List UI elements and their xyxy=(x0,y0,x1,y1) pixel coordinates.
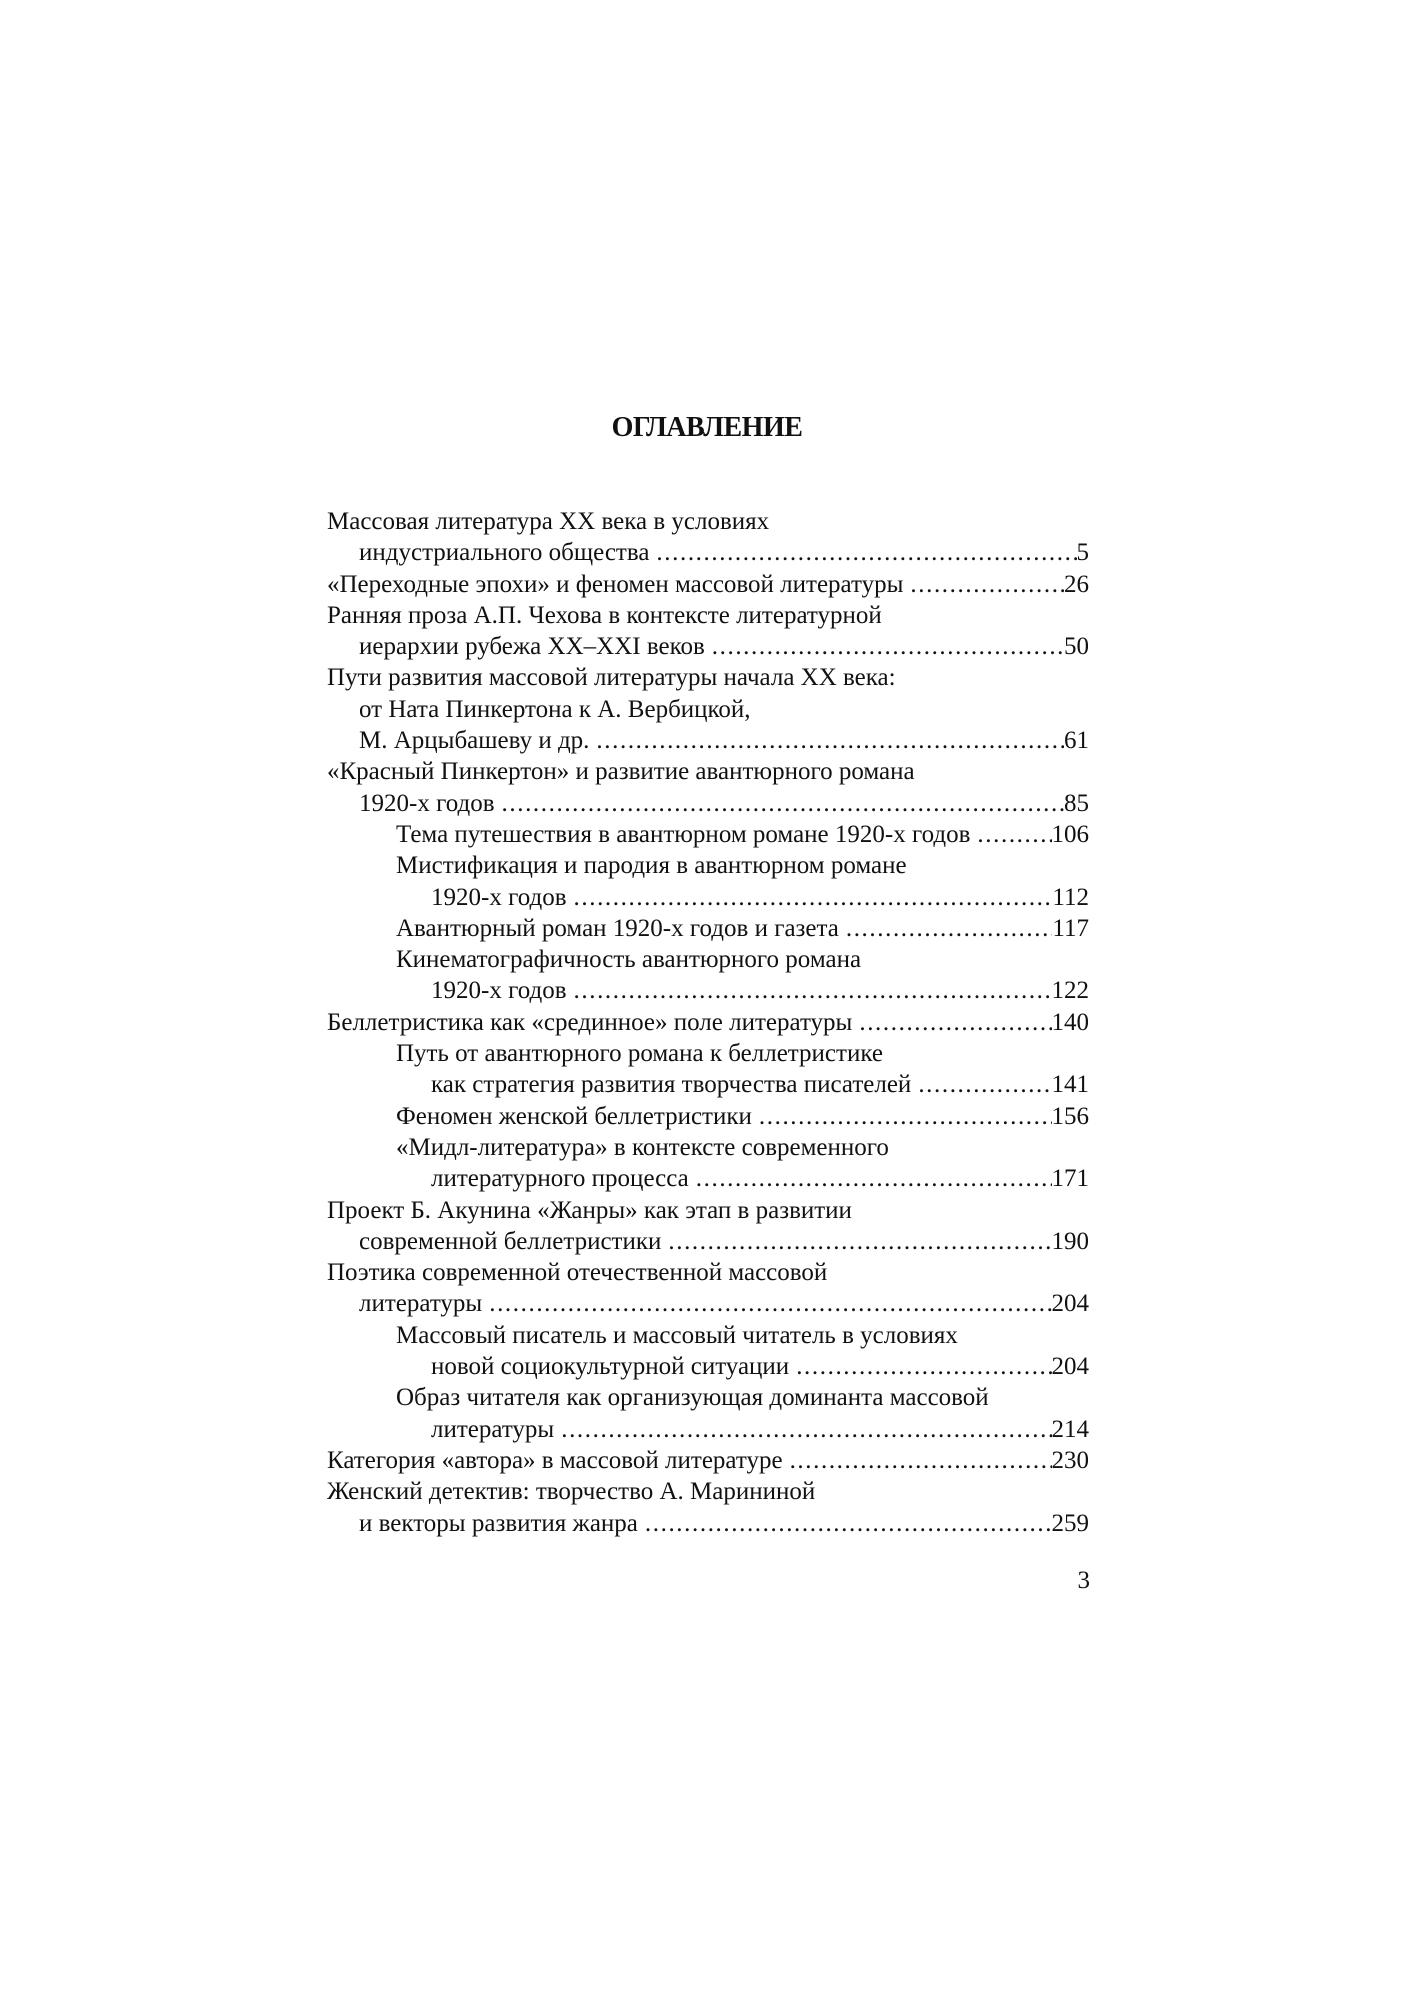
toc-entry xyxy=(327,1476,1089,1539)
toc-entry-title: Феномен женской беллетристики xyxy=(396,1102,752,1130)
toc-entry xyxy=(327,1445,1089,1476)
dot-leader xyxy=(970,819,1051,850)
toc-entry-title: Беллетристика как «срединное» поле литературы xyxy=(327,1008,853,1036)
dot-leader xyxy=(589,725,1064,756)
dot-leader xyxy=(705,631,1064,662)
toc-entry-title: 1920-х годов xyxy=(431,977,567,1005)
toc-entry-title-line: «Красный Пинкертон» и развитие авантюрного романа xyxy=(327,758,915,786)
dot-leader xyxy=(911,1069,1051,1100)
toc-entry-title-line: от Ната Пинкертона к А. Вербицкой, xyxy=(359,695,751,723)
toc-entry xyxy=(327,569,1089,600)
toc-page-number: 140 xyxy=(1051,1008,1089,1036)
dot-leader xyxy=(638,1508,1052,1539)
toc-page-number: 85 xyxy=(1064,789,1089,817)
toc-entry xyxy=(327,1382,1089,1445)
toc-entry xyxy=(327,506,1089,569)
toc-entry-title-line: Женский детектив: творчество А. Марининой xyxy=(327,1478,816,1506)
dot-leader xyxy=(689,1163,1052,1194)
toc-entry xyxy=(327,819,1089,850)
toc-entry xyxy=(327,944,1089,1007)
dot-leader xyxy=(839,913,1053,944)
toc-entry-last-line xyxy=(327,1069,1089,1100)
toc-entry-title: 1920-х годов xyxy=(359,789,495,817)
toc-entry-title: современной беллетристики xyxy=(359,1227,662,1255)
toc-entry-title: литературного процесса xyxy=(431,1165,689,1193)
toc-entry-title: и векторы развития жанра xyxy=(359,1509,638,1537)
page-number: 3 xyxy=(1077,1567,1090,1594)
toc-entry-title: «Переходные эпохи» и феномен массовой литературы xyxy=(327,570,904,598)
dot-leader xyxy=(752,1101,1052,1132)
toc-entry-title-line: Массовая литература XX века в условиях xyxy=(327,508,770,535)
toc-entry-title-line: Образ читателя как организующая доминанта массовой xyxy=(396,1384,989,1412)
toc-entry-title-line: «Мидл-литература» в контексте современного xyxy=(396,1133,889,1161)
toc-entry-last-line xyxy=(327,1288,1089,1319)
toc-page-number: 214 xyxy=(1051,1415,1089,1443)
toc-entry-title: новой социокультурной ситуации xyxy=(431,1353,790,1381)
toc-entry-title: литературы xyxy=(359,1290,483,1318)
dot-leader xyxy=(554,1414,1051,1445)
toc-entry xyxy=(327,1101,1089,1132)
toc-page-number: 171 xyxy=(1051,1165,1089,1193)
toc-entry xyxy=(327,913,1089,944)
toc-entry-title-line: Кинематографичность авантюрного романа xyxy=(396,946,862,974)
toc-entry-title: Тема путешествия в авантюрном романе 1920-х годов xyxy=(396,820,971,848)
toc-page-number: 5 xyxy=(1076,539,1089,567)
toc-page-number: 141 xyxy=(1051,1071,1089,1099)
toc-entry-title: как стратегия развития творчества писателей xyxy=(431,1071,912,1099)
dot-leader xyxy=(783,1445,1052,1476)
toc-entry-last-line xyxy=(327,569,1089,600)
toc-entry-last-line xyxy=(327,725,1089,756)
toc-entry-last-line xyxy=(327,913,1089,944)
toc-page-number: 230 xyxy=(1051,1446,1089,1474)
toc-entry-last-line xyxy=(327,882,1089,913)
toc-page-number: 259 xyxy=(1051,1509,1089,1537)
toc-entry-title-line: Проект Б. Акунина «Жанры» как этап в развитии xyxy=(327,1196,852,1224)
toc-page-number: 50 xyxy=(1064,633,1089,661)
dot-leader xyxy=(852,1007,1051,1038)
toc-entry-last-line xyxy=(327,819,1089,850)
toc-entry xyxy=(327,600,1089,663)
toc-page-number: 61 xyxy=(1064,727,1089,755)
toc-page-number: 26 xyxy=(1064,570,1089,598)
table-of-contents xyxy=(327,506,1089,1539)
toc-entry xyxy=(327,1132,1089,1195)
dot-leader xyxy=(567,882,1053,913)
toc-entry-title-line: Массовый писатель и массовый читатель в условиях xyxy=(396,1321,958,1349)
toc-entry xyxy=(327,850,1089,913)
dot-leader xyxy=(649,537,1076,568)
toc-entry-last-line xyxy=(327,1007,1089,1038)
toc-entry-title: литературы xyxy=(431,1415,555,1443)
toc-entry-last-line xyxy=(327,1414,1089,1445)
toc-entry xyxy=(327,1038,1089,1101)
toc-entry-last-line xyxy=(327,631,1089,662)
toc-entry-title-line: Путь от авантюрного романа к беллетристике xyxy=(396,1040,883,1068)
toc-page-number: 106 xyxy=(1051,820,1089,848)
toc-entry-last-line xyxy=(327,1351,1089,1382)
toc-entry xyxy=(327,1320,1089,1383)
toc-entry xyxy=(327,756,1089,819)
toc-page-number: 204 xyxy=(1051,1353,1089,1381)
toc-entry-title: Авантюрный роман 1920-х годов и газета xyxy=(396,914,839,942)
toc-entry xyxy=(327,1195,1089,1258)
toc-page-number: 204 xyxy=(1051,1290,1089,1318)
toc-entry-last-line xyxy=(327,1445,1089,1476)
toc-page-number: 122 xyxy=(1051,977,1089,1005)
dot-leader xyxy=(789,1351,1051,1382)
toc-entry-title-line: Мистификация и пародия в авантюрном романе xyxy=(396,852,907,880)
toc-entry-last-line xyxy=(327,537,1089,568)
toc-entry-title: индустриального общества xyxy=(359,539,650,567)
toc-entry-title: М. Арцыбашеву и др. xyxy=(359,727,590,755)
toc-entry-title: 1920-х годов xyxy=(431,883,567,911)
toc-entry-last-line xyxy=(327,975,1089,1006)
toc-entry-title: Категория «автора» в массовой литературе xyxy=(327,1446,783,1474)
dot-leader xyxy=(567,975,1052,1006)
dot-leader xyxy=(661,1226,1051,1257)
toc-entry-title-line: Пути развития массовой литературы начала XX века: xyxy=(327,664,896,692)
dot-leader xyxy=(482,1288,1051,1319)
toc-entry-last-line xyxy=(327,1226,1089,1257)
toc-entry-title: иерархии рубежа XX–XXI веков xyxy=(359,633,705,661)
toc-page-number: 112 xyxy=(1052,883,1089,911)
toc-page-number: 156 xyxy=(1051,1102,1089,1130)
page-title: ОГЛАВЛЕНИЕ xyxy=(611,412,803,443)
toc-entry-last-line xyxy=(327,788,1089,819)
toc-entry-last-line xyxy=(327,1163,1089,1194)
toc-entry-title-line: Поэтика современной отечественной массовой xyxy=(327,1259,828,1287)
dot-leader xyxy=(903,569,1064,600)
toc-page-number: 190 xyxy=(1051,1227,1089,1255)
toc-entry xyxy=(327,1257,1089,1320)
toc-entry-title-line: Ранняя проза А.П. Чехова в контексте литературной xyxy=(327,601,882,629)
toc-entry-last-line xyxy=(327,1508,1089,1539)
toc-entry xyxy=(327,662,1089,756)
dot-leader xyxy=(495,788,1064,819)
toc-page-number: 117 xyxy=(1052,914,1089,942)
toc-entry-last-line xyxy=(327,1101,1089,1132)
toc-entry xyxy=(327,1007,1089,1038)
